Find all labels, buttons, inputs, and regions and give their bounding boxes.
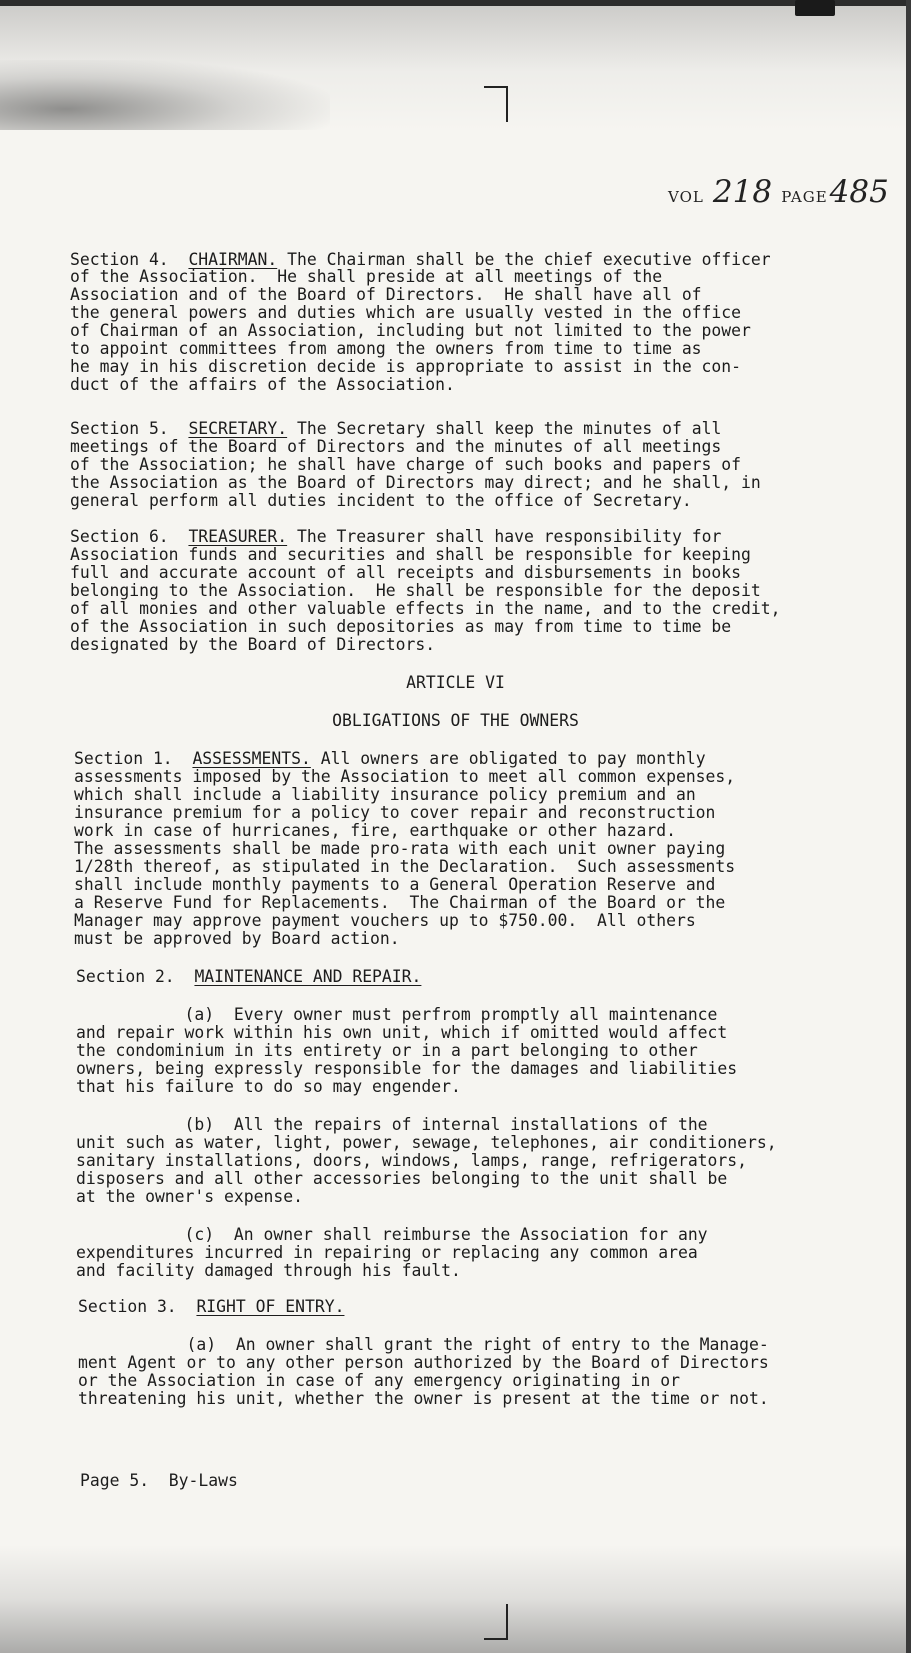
section-5-line-2: meetings of the Board of Directors and the minutes of all meetings [70, 437, 722, 456]
section-5-line-4: the Association as the Board of Directors may direct; and he shall, in [70, 473, 761, 492]
section-6-line-2: Association funds and securities and shall be responsible for keeping [70, 545, 751, 564]
section-4-line-5: of Chairman of an Association, including but not limited to the power [70, 321, 751, 340]
maintenance-c-line-3: and facility damaged through his fault. [76, 1261, 461, 1280]
page-footer: Page 5. By-Laws [80, 1471, 238, 1490]
assessments-line-5: work in case of hurricanes, fire, earthquake or other hazard. [74, 821, 676, 840]
section-4-text: The Chairman shall be the chief executive officer [277, 250, 771, 269]
assessments-line-1 [74, 750, 706, 768]
maintenance-c-line-1: (c) An owner shall reimburse the Association for any [76, 1225, 708, 1244]
recording-stamp [668, 174, 893, 210]
article-title: OBLIGATIONS OF THE OWNERS [332, 711, 579, 730]
assessments-line-2: assessments imposed by the Association to meet all common expenses, [74, 767, 736, 786]
crop-mark-bottom [484, 1604, 508, 1640]
entry-a-line-3: or the Association in case of any emergency originating in or [78, 1371, 680, 1390]
entry-title: RIGHT OF ENTRY. [196, 1297, 345, 1316]
entry-heading: Section 3. [78, 1297, 177, 1316]
section-6-line-4: belonging to the Association. He shall be responsible for the deposit [70, 581, 761, 600]
maintenance-b-line-4: disposers and all other accessories belonging to the unit shall be [76, 1169, 728, 1188]
section-5-text: The Secretary shall keep the minutes of all [287, 419, 722, 438]
assessments-line-8: shall include monthly payments to a General Operation Reserve and [74, 875, 716, 894]
maintenance-b-line-1: (b) All the repairs of internal installations of the [76, 1115, 708, 1134]
section-6-line-7: designated by the Board of Directors. [70, 635, 436, 654]
maintenance-b-line-5: at the owner's expense. [76, 1187, 303, 1206]
assessments-line-4: insurance premium for a policy to cover repair and reconstruction [74, 803, 716, 822]
section-4-line-7: he may in his discretion decide is appropriate to assist in the con- [70, 357, 742, 376]
article-number: ARTICLE VI [406, 673, 505, 692]
maintenance-a-line-2: and repair work within his own unit, which if omitted would affect [76, 1023, 728, 1042]
maintenance-b-line-3: sanitary installations, doors, windows, lamps, range, refrigerators, [76, 1151, 748, 1170]
scan-smudge [0, 60, 330, 130]
entry-a-line-2: ment Agent or to any other person authorized by the Board of Directors [78, 1353, 769, 1372]
assessments-line-6: The assessments shall be made pro-rata with each unit owner paying [74, 839, 726, 858]
crop-mark-top [484, 86, 508, 122]
assessments-line-11: must be approved by Board action. [74, 929, 400, 948]
section-4-heading: Section 4. [70, 250, 169, 269]
section-5-line-5: general perform all duties incident to the office of Secretary. [70, 491, 692, 510]
maintenance-c-line-2: expenditures incurred in repairing or replacing any common area [76, 1243, 698, 1262]
vol-number: 218 [712, 174, 773, 210]
assessments-line-10: Manager may approve payment vouchers up to $750.00. All others [74, 911, 696, 930]
maintenance-heading: Section 2. [76, 967, 175, 986]
maintenance-a-line-3: the condominium in its entirety or in a part belonging to other [76, 1041, 698, 1060]
section-5-title: SECRETARY. [188, 419, 288, 438]
section-4-title: CHAIRMAN. [188, 250, 278, 269]
section-6-text: The Treasurer shall have responsibility for [287, 527, 722, 546]
vol-label: VOL [668, 188, 704, 206]
section-6-line-3: full and accurate account of all receipts and disbursements in books [70, 563, 742, 582]
page-number: 485 [829, 174, 889, 210]
maintenance-title: MAINTENANCE AND REPAIR. [194, 967, 422, 986]
entry-a-line-4: threatening his unit, whether the owner is present at the time or not. [78, 1389, 769, 1408]
section-4-line-3: Association and of the Board of Directors. He shall have all of [70, 285, 702, 304]
scan-shadow-bottom [0, 1545, 911, 1653]
section-4-line-8: duct of the affairs of the Association. [70, 375, 455, 394]
section-6-heading: Section 6. [70, 527, 169, 546]
section-6-line-1 [70, 528, 721, 546]
assessments-line-7: 1/28th thereof, as stipulated in the Declaration. Such assessments [74, 857, 736, 876]
entry-a-line-1: (a) An owner shall grant the right of entry to the Manage- [78, 1335, 769, 1354]
section-5-heading: Section 5. [70, 419, 169, 438]
page-label: PAGE [781, 188, 828, 206]
section-5-line-1 [70, 420, 721, 438]
assessments-line-9: a Reserve Fund for Replacements. The Chairman of the Board or the [74, 893, 726, 912]
scan-mark [795, 0, 835, 16]
section-6-title: TREASURER. [188, 527, 288, 546]
section-4-line-2: of the Association. He shall preside at all meetings of the [70, 267, 663, 286]
maintenance-b-line-2: unit such as water, light, power, sewage, telephones, air conditioners, [76, 1133, 777, 1152]
section-4-line-4: the general powers and duties which are usually vested in the office [70, 303, 742, 322]
assessments-title: ASSESSMENTS. [192, 749, 311, 768]
assessments-line-3: which shall include a liability insurance policy premium and an [74, 785, 696, 804]
scan-edge-right [906, 0, 911, 1653]
entry-heading-line [78, 1298, 344, 1316]
section-6-line-6: of the Association in such depositories as may from time to time be [70, 617, 732, 636]
section-6-line-5: of all monies and other valuable effects in the name, and to the credit, [70, 599, 781, 618]
maintenance-a-line-1: (a) Every owner must perfrom promptly all maintenance [76, 1005, 718, 1024]
assessments-heading: Section 1. [74, 749, 173, 768]
scan-edge-top [0, 0, 911, 6]
section-5-line-3: of the Association; he shall have charge of such books and papers of [70, 455, 742, 474]
maintenance-a-line-4: owners, being expressly responsible for the damages and liabilities [76, 1059, 738, 1078]
maintenance-a-line-5: that his failure to do so may engender. [76, 1077, 461, 1096]
assessments-text: All owners are obligated to pay monthly [310, 749, 706, 768]
maintenance-heading-line [76, 968, 421, 986]
section-4-line-6: to appoint committees from among the owners from time to time as [70, 339, 702, 358]
